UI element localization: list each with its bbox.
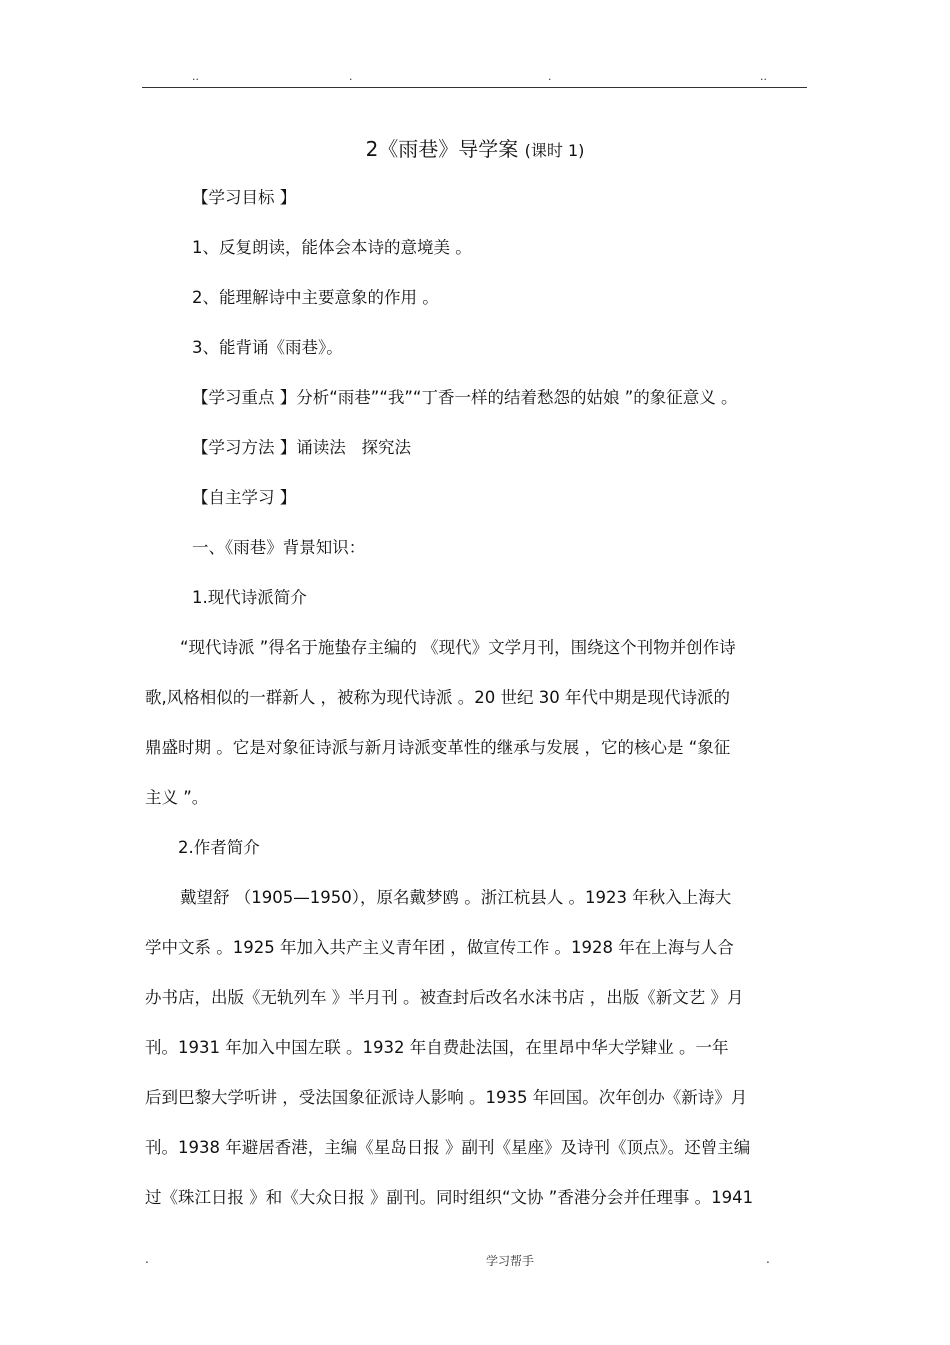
paragraph-line: “现代诗派 ”得名于施蛰存主编的 《现代》文学月刊，围绕这个刊物并创作诗	[180, 638, 736, 657]
paragraph-line: 刊。1938 年避居香港，主编《星岛日报 》副刊《星座》及诗刊《顶点》。还曾主编	[145, 1138, 751, 1157]
page-title	[0, 133, 950, 162]
focus-line: 【学习重点 】分析“雨巷”“我”“丁香一样的结着愁怨的姑娘 ”的象征意义 。	[192, 388, 738, 407]
header-mark: .	[349, 70, 353, 83]
header-rule	[142, 87, 807, 88]
title-sub: (课时 1)	[524, 141, 585, 160]
footer-label: 学习帮手	[486, 1254, 535, 1268]
objectives-heading: 【学习目标 】	[192, 188, 297, 207]
paragraph-line: 歌,风格相似的一群新人 ，被称为现代诗派 。20 世纪 30 年代中期是现代诗派的	[145, 688, 730, 707]
objective-item: 2、能理解诗中主要意象的作用 。	[192, 288, 439, 307]
paragraph-line: 学中文系 。1925 年加入共产主义青年团 ，做宣传工作 。1928 年在上海与人合	[145, 938, 734, 957]
section-heading: 一、《雨巷》背景知识：	[192, 538, 366, 557]
footer-mark: .	[145, 1252, 149, 1266]
header-mark: ..	[760, 70, 767, 83]
header-mark: .	[548, 70, 552, 83]
subsection-heading: 1.现代诗派简介	[192, 588, 307, 607]
self-study-heading: 【自主学习 】	[192, 488, 297, 507]
header-mark: ..	[192, 70, 199, 83]
objective-item: 1、反复朗读，能体会本诗的意境美 。	[192, 238, 472, 257]
objective-item: 3、能背诵《雨巷》。	[192, 338, 343, 357]
paragraph-line: 过《珠江日报 》和《大众日报 》副刊。同时组织“文协 ”香港分会并任理事 。1941	[145, 1188, 754, 1207]
paragraph-line: 办书店，出版《无轨列车 》半月刊 。被查封后改名水沫书店 ，出版《新文艺 》月	[145, 988, 744, 1007]
paragraph-line: 戴望舒 （1905—1950），原名戴梦鸥 。浙江杭县人 。1923 年秋入上海大	[180, 888, 732, 907]
title-main: 2《雨巷》导学案	[365, 137, 519, 161]
footer-mark: .	[766, 1252, 770, 1266]
paragraph-line: 后到巴黎大学听讲 ，受法国象征派诗人影响 。1935 年回国。次年创办《新诗》月	[145, 1088, 748, 1107]
paragraph-line: 刊。1931 年加入中国左联 。1932 年自费赴法国，在里昂中华大学肄业 。一年	[145, 1038, 729, 1057]
subsection-heading: 2.作者简介	[178, 838, 260, 857]
method-line: 【学习方法 】诵读法 探究法	[192, 438, 411, 457]
paragraph-line: 主义 ”。	[145, 788, 209, 807]
paragraph-line: 鼎盛时期 。它是对象征诗派与新月诗派变革性的继承与发展 ，它的核心是 “象征	[145, 738, 731, 757]
